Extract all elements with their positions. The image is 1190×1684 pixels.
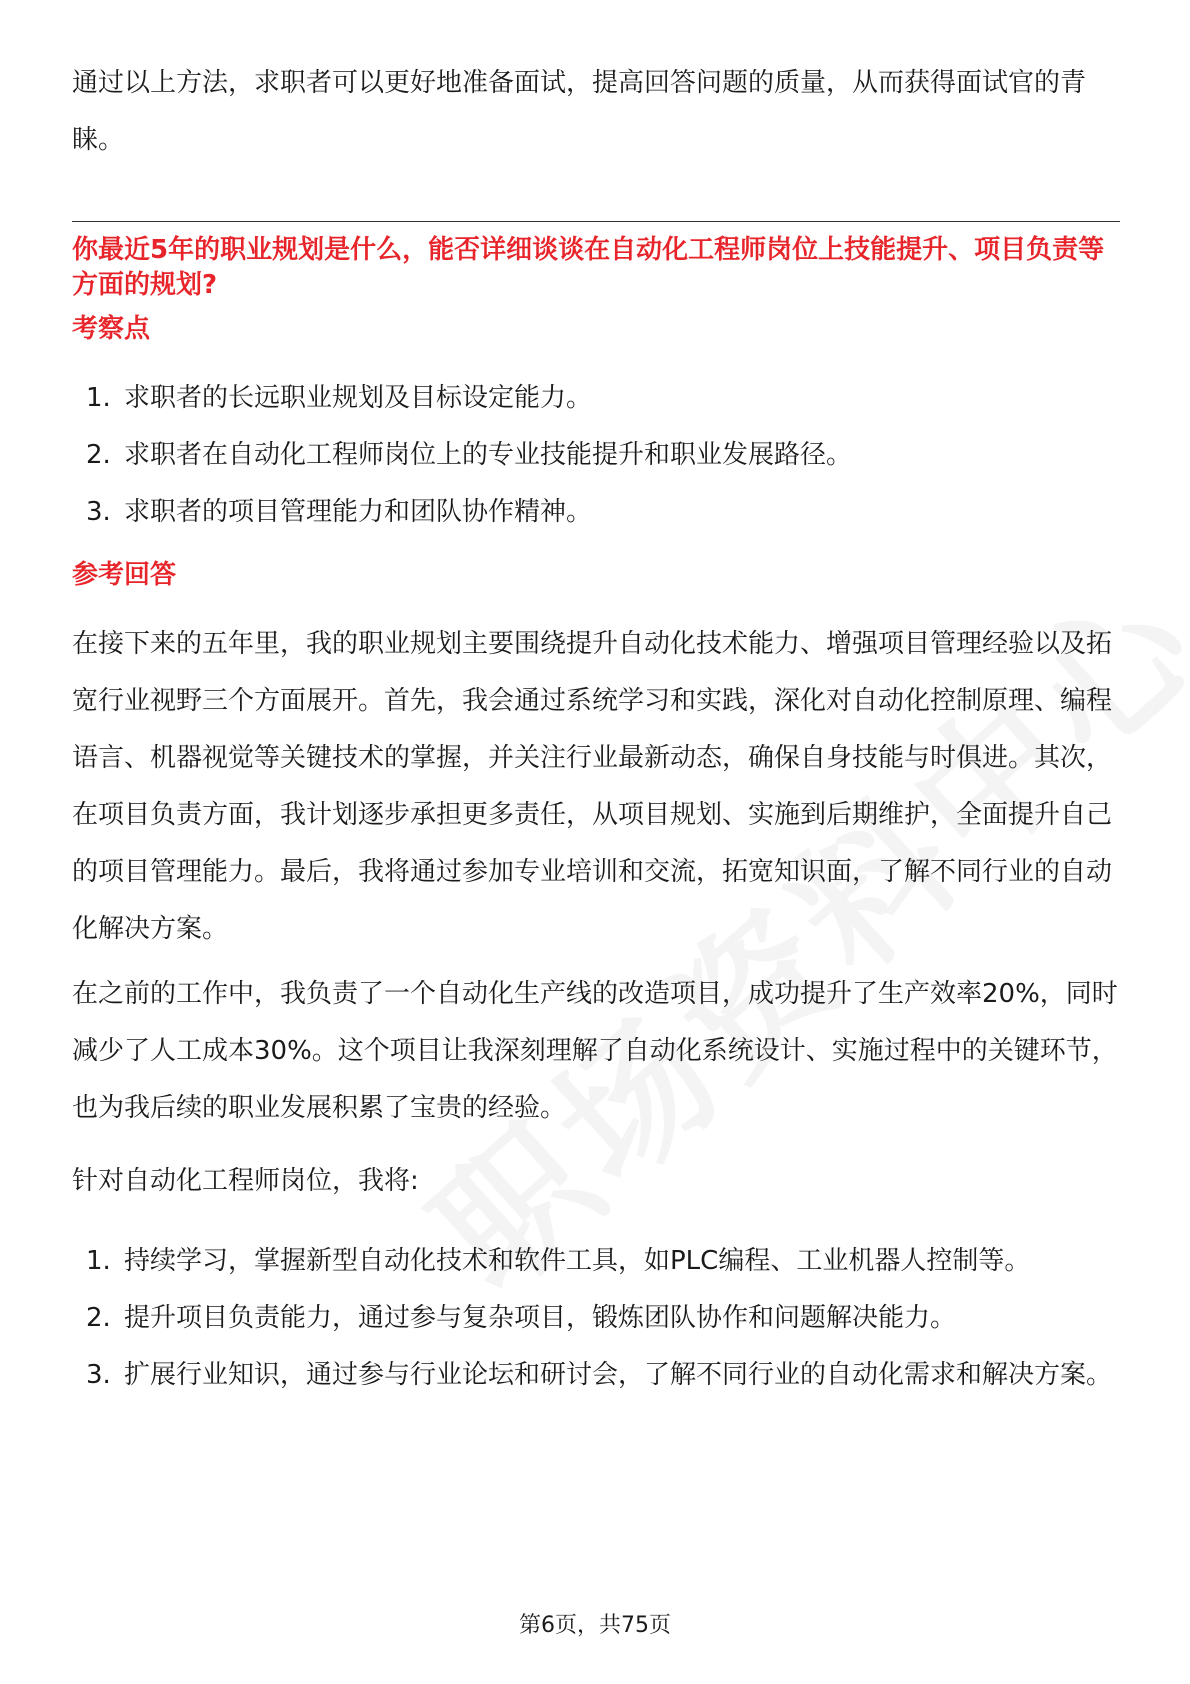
list-number: 1. bbox=[86, 1246, 111, 1276]
list-item-text: 求职者在自动化工程师岗位上的专业技能提升和职业发展路径。 bbox=[124, 440, 853, 470]
question-heading: 你最近5年的职业规划是什么，能否详细谈谈在自动化工程师岗位上技能提升、项目负责等方面的规划? bbox=[72, 235, 1105, 300]
list-number: 3. bbox=[86, 1360, 111, 1390]
assessment-heading: 考察点 bbox=[72, 314, 151, 344]
list-number: 2. bbox=[86, 1303, 111, 1333]
assessment-list bbox=[72, 370, 1120, 541]
assessment-item bbox=[72, 427, 1120, 484]
answer-paragraph-2: 在之前的工作中，我负责了一个自动化生产线的改造项目，成功提升了生产效率20%，同时减少了人工成本30%。这个项目让我深刻理解了自动化系统设计、实施过程中的关键环节，也为我后续的职业发展积累了宝贵的经验。 bbox=[72, 979, 1118, 1123]
assessment-item bbox=[72, 484, 1120, 541]
list-item-text: 求职者的长远职业规划及目标设定能力。 bbox=[124, 383, 593, 413]
intro-paragraph: 通过以上方法，求职者可以更好地准备面试，提高回答问题的质量，从而获得面试官的青睐。 bbox=[72, 68, 1087, 155]
answer-paragraph-1: 在接下来的五年里，我的职业规划主要围绕提升自动化技术能力、增强项目管理经验以及拓宽行业视野三个方面展开。首先，我会通过系统学习和实践，深化对自动化控制原理、编程语言、机器视觉等关键技术的掌握，并关注行业最新动态，确保自身技能与时俱进。其次，在项目负责方面，我计划逐步承担更多责任，从项目规划、实施到后期维护，全面提升自己的项目管理能力。最后，我将通过参加专业培训和交流，拓宽知识面，了解不同行业的自动化解决方案。 bbox=[72, 629, 1113, 944]
plan-item bbox=[72, 1233, 1120, 1290]
plan-item bbox=[72, 1290, 1120, 1347]
list-number: 3. bbox=[86, 497, 111, 527]
list-item-text: 提升项目负责能力，通过参与复杂项目，锻炼团队协作和问题解决能力。 bbox=[124, 1303, 957, 1333]
list-number: 2. bbox=[86, 440, 111, 470]
plan-list bbox=[72, 1233, 1120, 1404]
list-item-text: 扩展行业知识，通过参与行业论坛和研讨会，了解不同行业的自动化需求和解决方案。 bbox=[124, 1360, 1113, 1390]
list-number: 1. bbox=[86, 383, 111, 413]
answer-paragraph-3: 针对自动化工程师岗位，我将: bbox=[72, 1166, 419, 1196]
page-number: 第6页，共75页 bbox=[519, 1613, 671, 1638]
plan-item bbox=[72, 1347, 1120, 1404]
list-item-text: 持续学习，掌握新型自动化技术和软件工具，如PLC编程、工业机器人控制等。 bbox=[124, 1246, 1031, 1276]
answer-heading: 参考回答 bbox=[72, 560, 177, 590]
list-item-text: 求职者的项目管理能力和团队协作精神。 bbox=[124, 497, 593, 527]
assessment-item bbox=[72, 370, 1120, 427]
section-divider bbox=[72, 221, 1120, 222]
